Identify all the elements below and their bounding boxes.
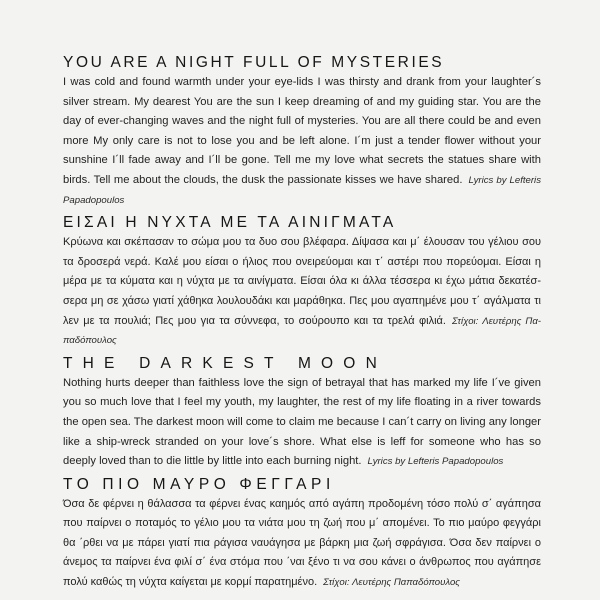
lyrics-credit: Στίχοι: Λευτέρης Πα-παδόπουλος — [63, 315, 541, 347]
lyrics-body: Nothing hurts deeper than faithless love the sign of betrayal that has marked my life I´ve given you so much love that I feel my youth, my laughter, the rest of my life floating in a river towards the open sea. The darkest moon will come to claim me because I can´t carry on living any longer like a ship-wreck stranded on your love´s shore. What else is leff for someone who has so deeply loved than to die little by little into each burning night. — [63, 376, 541, 468]
lyrics-credit: Lyrics by Lefteris Papadopoulos — [63, 174, 541, 206]
lyrics-text — [63, 374, 541, 472]
lyrics-credit: Lyrics by Lefteris Papadopoulos — [367, 456, 504, 468]
lyrics-section-2 — [63, 212, 541, 351]
lyrics-credit: Στίχοι: Λευτέρης Παπαδόπουλος — [323, 577, 460, 589]
lyrics-body: Κρύωνα και σκέπασαν το σώμα μου τα δυο σου βλέφαρα. Δίψασα και μ΄ έλουσαν του γέλιου σου τα δροσερά νερά. Καλέ μου είσαι ο ήλιος που ονειρεύομαι και τ΄ αστέρι που πορεύομαι. Είσαι η μέρα με τα κύματα και η νύχτα με τα αινίγματα. Είσαι όλα κι άλλα τέσσερα κι έχω μάτια δεκατέσ-σερα μη σε χάσω γιατί χάθηκα λουλουδάκι και μαράθηκα. Πες μου αγαπημένε μου τ΄ αγάλματα τι λεν με τα πουλιά; Πες μου για τα σύννεφα, το σούρουπο και τα τρελά φιλιά. — [63, 236, 541, 327]
lyrics-section-4 — [63, 474, 541, 593]
song-title: THE DARKEST MOON — [63, 354, 387, 372]
lyrics-body: Όσα δε φέρνει η θάλασσα τα φέρνει ένας καημός από αγάπη προδομένη τόσο πολύ σ΄ αγάπησα που παίρνει ο ποταμός το γέλιο μου τα νιάτα μου τη ζωή που μ΄ απομένει. Το πιο μαύρο φεγγάρι θα ΄ρθει να με πάρει γιατί πια ράγισα ναυάγησα με βάρκη μια ζωή σφράγισα. Όσα δεν παίρνει ο άνεμος τα παίρνει ένα φιλί σ΄ ένα στόμα που ΄ναι ξένο τι να σου κάνει ο άνθρωπος που αγάπησε πολύ καθώς τη νύχτα καίγεται με κορμί παρατημένο. — [63, 497, 541, 589]
lyrics-text — [63, 233, 541, 351]
song-title: ΕΙΣΑΙ Η ΝΥΧΤΑ ΜΕ ΤΑ ΑΙΝΙΓΜΑΤΑ — [63, 214, 397, 232]
lyrics-body: I was cold and found warmth under your eye-lids I was thirsty and drank from your laughter´s silver stream. My dearest You are the sun I keep dreaming of and my guiding star. You are the day of ever-changing waves and the night full of mysteries. You are all there could be and even more My only care is not to lose you and be left alone. I´m just a tender flower without your sunshine I´ll fade away and I´ll be gone. Tell me my love what secrets the statues share with birds. Tell me about the clouds, the dusk the passionate kisses we have shared. — [63, 76, 541, 186]
lyrics-section-1 — [63, 52, 541, 210]
song-title: YOU ARE A NIGHT FULL OF MYSTERIES — [63, 54, 445, 71]
song-title: ΤΟ ΠΙΟ ΜΑΥΡΟ ΦΕΓΓΑΡΙ — [63, 475, 335, 493]
lyrics-section-3 — [63, 353, 541, 472]
lyrics-page — [63, 52, 541, 595]
lyrics-text — [63, 73, 541, 210]
lyrics-text — [63, 495, 541, 593]
